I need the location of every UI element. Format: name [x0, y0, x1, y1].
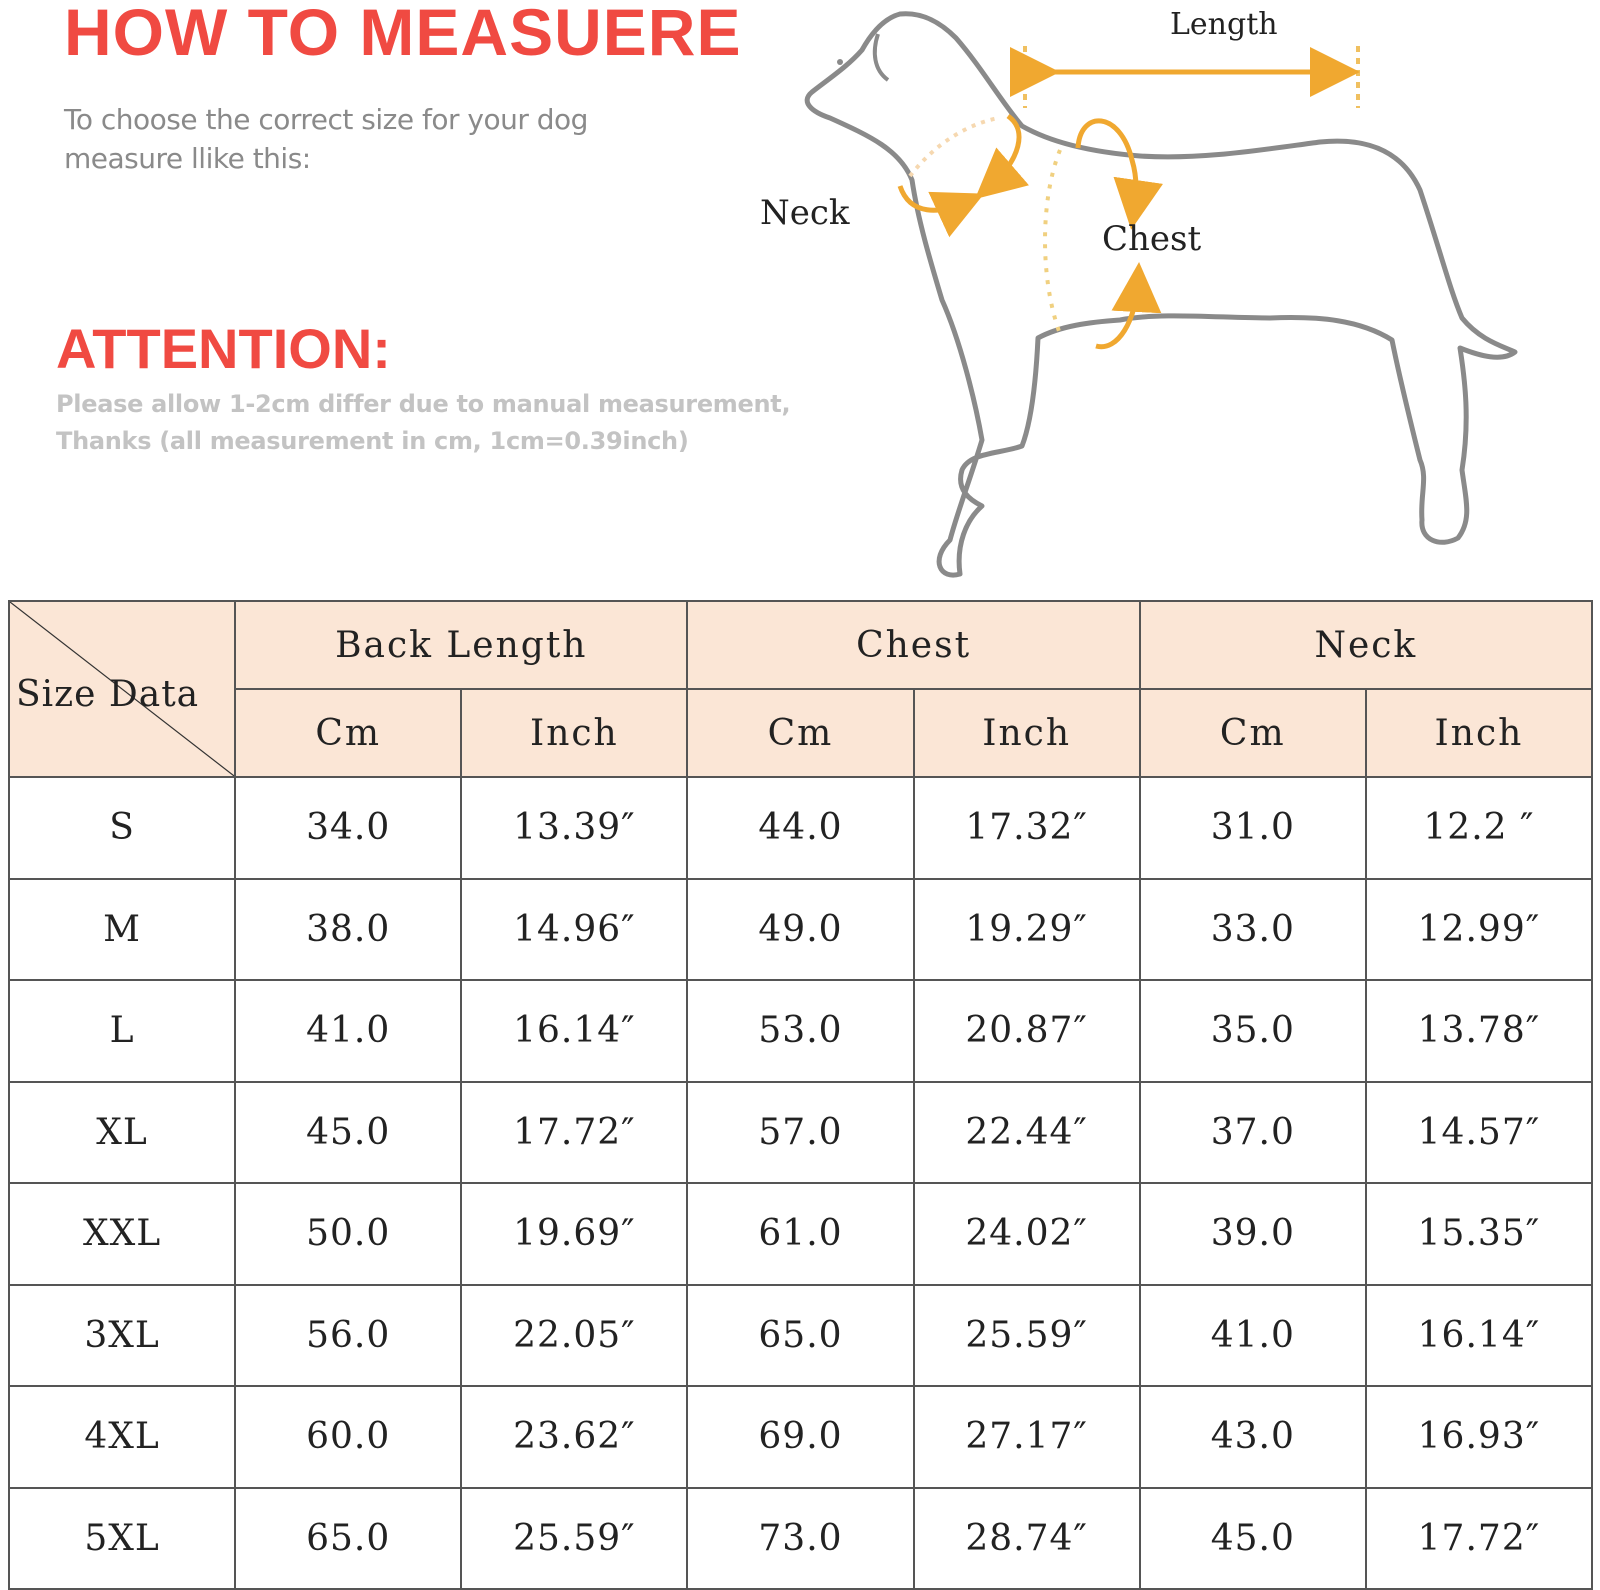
table-row — [9, 1488, 1592, 1590]
measurement-cell: 56.0 — [235, 1285, 461, 1387]
measurement-cell: 13.78″ — [1366, 980, 1592, 1082]
measurement-cell: 23.62″ — [461, 1386, 687, 1488]
measurement-cell: 19.29″ — [914, 879, 1140, 981]
size-data-corner-cell — [9, 601, 235, 777]
measurement-cell: 22.05″ — [461, 1285, 687, 1387]
measurement-cell: 19.69″ — [461, 1183, 687, 1285]
measurement-cell: 12.99″ — [1366, 879, 1592, 981]
attention-note — [56, 386, 816, 460]
measurement-cell: 17.72″ — [1366, 1488, 1592, 1590]
size-rows — [9, 777, 1592, 1589]
measurement-cell: 22.44″ — [914, 1082, 1140, 1184]
table-group-header-row — [9, 601, 1592, 689]
unit-header: Cm — [235, 689, 461, 777]
measurement-cell: 14.96″ — [461, 879, 687, 981]
unit-header: Cm — [687, 689, 913, 777]
size-cell: XXL — [9, 1183, 235, 1285]
measurement-cell: 24.02″ — [914, 1183, 1140, 1285]
measurement-cell: 12.2 ″ — [1366, 777, 1592, 879]
measurement-cell: 13.39″ — [461, 777, 687, 879]
measurement-cell: 20.87″ — [914, 980, 1140, 1082]
size-cell: 5XL — [9, 1488, 235, 1590]
measurement-cell: 35.0 — [1140, 980, 1366, 1082]
measurement-cell: 37.0 — [1140, 1082, 1366, 1184]
chest-arrow-lower — [1096, 282, 1138, 347]
chest-arrow-upper — [1078, 121, 1136, 210]
measurement-cell: 50.0 — [235, 1183, 461, 1285]
measurement-cell: 33.0 — [1140, 879, 1366, 981]
measurement-cell: 25.59″ — [914, 1285, 1140, 1387]
measurement-cell: 41.0 — [235, 980, 461, 1082]
measurement-cell: 73.0 — [687, 1488, 913, 1590]
measurement-cell: 16.14″ — [461, 980, 687, 1082]
neck-arrow — [900, 186, 966, 210]
size-cell: 4XL — [9, 1386, 235, 1488]
measurement-cell: 28.74″ — [914, 1488, 1140, 1590]
group-header-back-length: Back Length — [235, 601, 687, 689]
chest-dotted-guide — [1045, 150, 1060, 334]
measurement-cell: 41.0 — [1140, 1285, 1366, 1387]
unit-header: Inch — [461, 689, 687, 777]
neck-dotted-guide — [910, 118, 998, 176]
measurement-cell: 45.0 — [235, 1082, 461, 1184]
table-row — [9, 1082, 1592, 1184]
measurement-cell: 27.17″ — [914, 1386, 1140, 1488]
table-row — [9, 980, 1592, 1082]
dog-eye — [837, 59, 843, 65]
measurement-cell: 65.0 — [235, 1488, 461, 1590]
size-cell: S — [9, 777, 235, 879]
measurement-cell: 15.35″ — [1366, 1183, 1592, 1285]
size-chart-table — [8, 600, 1593, 1590]
size-cell: XL — [9, 1082, 235, 1184]
attention-note-line1: Please allow 1-2cm differ due to manual measurement, — [56, 390, 791, 418]
measurement-cell: 34.0 — [235, 777, 461, 879]
measurement-cell: 45.0 — [1140, 1488, 1366, 1590]
measurement-cell: 14.57″ — [1366, 1082, 1592, 1184]
measurement-cell: 65.0 — [687, 1285, 913, 1387]
measurement-cell: 17.72″ — [461, 1082, 687, 1184]
corner-label: Size Data — [16, 674, 200, 715]
size-cell: M — [9, 879, 235, 981]
measurement-cell: 60.0 — [235, 1386, 461, 1488]
table-unit-header-row — [9, 689, 1592, 777]
table-row — [9, 777, 1592, 879]
group-header-neck: Neck — [1140, 601, 1592, 689]
size-cell: L — [9, 980, 235, 1082]
measurement-cell: 53.0 — [687, 980, 913, 1082]
measurement-cell: 16.93″ — [1366, 1386, 1592, 1488]
chest-label: Chest — [1102, 219, 1202, 259]
attention-note-line2: Thanks (all measurement in cm, 1cm=0.39inch) — [56, 427, 689, 455]
measurement-cell: 38.0 — [235, 879, 461, 981]
measurement-cell: 49.0 — [687, 879, 913, 981]
measurement-cell: 17.32″ — [914, 777, 1140, 879]
size-cell: 3XL — [9, 1285, 235, 1387]
attention-heading: ATTENTION: — [56, 317, 391, 380]
table-row — [9, 1285, 1592, 1387]
unit-header: Inch — [914, 689, 1140, 777]
table-row — [9, 879, 1592, 981]
unit-header: Inch — [1366, 689, 1592, 777]
measurement-cell: 57.0 — [687, 1082, 913, 1184]
measurement-cell: 31.0 — [1140, 777, 1366, 879]
length-label: Length — [1170, 7, 1278, 42]
measurement-cell: 43.0 — [1140, 1386, 1366, 1488]
dog-outline — [807, 14, 1515, 575]
dog-ear — [875, 34, 888, 80]
measurement-cell: 61.0 — [687, 1183, 913, 1285]
table-row — [9, 1183, 1592, 1285]
measurement-cell: 44.0 — [687, 777, 913, 879]
table-row — [9, 1386, 1592, 1488]
measurement-cell: 25.59″ — [461, 1488, 687, 1590]
page-title: HOW TO MEASUERE — [64, 0, 742, 69]
neck-arrow-upper — [990, 116, 1019, 186]
measure-instructions: To choose the correct size for your dog measure llike this: — [64, 103, 588, 175]
unit-header: Cm — [1140, 689, 1366, 777]
measurement-cell: 69.0 — [687, 1386, 913, 1488]
measurement-cell: 39.0 — [1140, 1183, 1366, 1285]
group-header-chest: Chest — [687, 601, 1139, 689]
dog-measurement-diagram — [760, 0, 1560, 600]
neck-label: Neck — [760, 193, 850, 233]
measurement-cell: 16.14″ — [1366, 1285, 1592, 1387]
